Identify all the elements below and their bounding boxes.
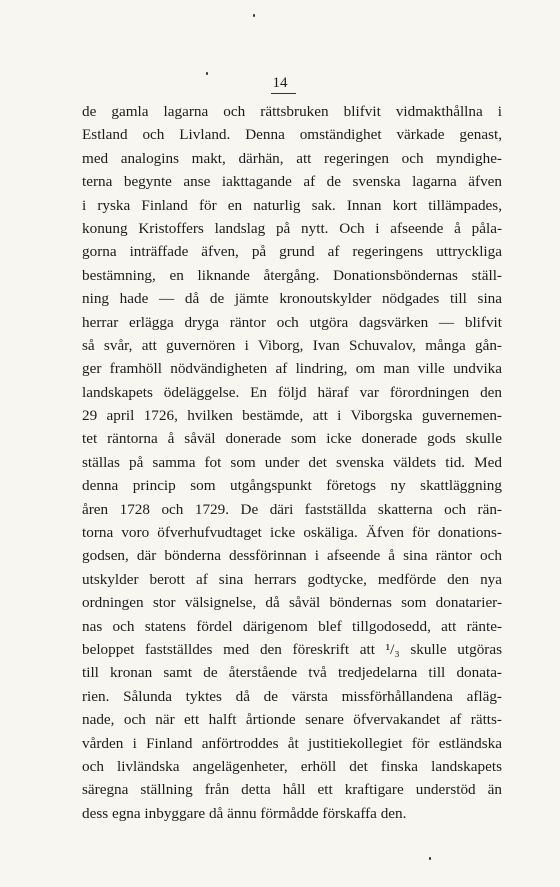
text-line: 29 april 1726, hvilken bestämde, att i Viborgska guvernemen-	[82, 407, 502, 425]
text-line: rien. Sålunda tyktes då de värsta missförhållandena afläg-	[82, 687, 502, 705]
text-line: godsen, där bönderna dessförinnan i afseende å sina räntor och	[82, 547, 502, 565]
text-line: utskylder berott af sina herrars godtycke, medförde den nya	[82, 570, 502, 588]
text-line: torna voro öfverhufvudtaget icke oskäliga. Äfven för donations-	[82, 524, 502, 542]
text-line: bestämning, en liknande återgång. Donationsböndernas ställ-	[82, 266, 502, 284]
page-number-rule	[271, 93, 296, 94]
text-line: gorna inträffade äfven, på grund af regeringens uttryckliga	[82, 243, 502, 261]
text-line: dess egna inbyggare då ännu förmådde förskaffa den.	[82, 804, 407, 822]
text-line: ordningen stor välsignelse, då såväl böndernas som donatarier-	[82, 594, 502, 612]
text-line: med analogins makt, därhän, att regeringen och myndighe-	[82, 149, 502, 167]
body-text	[82, 100, 502, 825]
text-line: ning hade — då de jämte kronoutskylder nödgades till sina	[82, 290, 502, 308]
text-line: vården i Finland anförtroddes åt justitiekollegiet för estländska	[82, 734, 502, 752]
text-line: till kronan samt de återstående två tredjedelarna till donata-	[82, 664, 502, 682]
text-line: landskapets ödeläggelse. En följd häraf var förordningen den	[82, 383, 502, 401]
text-line: beloppet fastställdes med den föreskrift att ¹/₃ skulle utgöras	[82, 640, 502, 658]
text-line: så svår, att guvernören i Viborg, Ivan Schuvalov, många gån-	[82, 336, 502, 354]
text-line: åren 1728 och 1729. De däri fastställda skatterna och rän-	[82, 500, 502, 518]
text-line: nade, och när ett halft årtionde senare öfvervakandet af rätts-	[82, 711, 502, 729]
text-line: herrar erlägga dryga räntor och utgöra dagsvärken — blifvit	[82, 313, 502, 331]
page-number: 14	[272, 75, 288, 91]
text-line: Estland och Livland. Denna omständighet värkade genast,	[82, 126, 502, 144]
text-line: de gamla lagarna och rättsbruken blifvit vidmakthållna i	[82, 103, 502, 120]
print-speck	[429, 857, 431, 860]
text-line: säregna ställning från detta håll ett kraftigare understöd än	[82, 781, 502, 799]
text-line: och livländska angelägenheter, erhöll det finska landskapets	[82, 757, 502, 775]
text-line: ställas på samma fot som under det svenska väldets tid. Med	[82, 453, 502, 471]
text-line: konung Kristoffers landslag på nytt. Och i afseende å påla-	[82, 219, 502, 237]
print-speck	[253, 14, 255, 17]
text-line: denna princip som utgångspunkt företogs ny skattläggning	[82, 477, 502, 495]
text-line: i ryska Finland för en naturlig sak. Innan kort tillämpades,	[82, 196, 502, 214]
text-line: nas och statens fördel därigenom blef tillgodosedd, att ränte-	[82, 617, 502, 635]
text-line: ger framhöll nödvändigheten af lindring, om man ville undvika	[82, 360, 502, 378]
text-line: tet räntorna å såväl donerade som icke donerade gods skulle	[82, 430, 502, 448]
text-line: terna begynte anse iakttagande af de svenska lagarna äfven	[82, 173, 502, 191]
